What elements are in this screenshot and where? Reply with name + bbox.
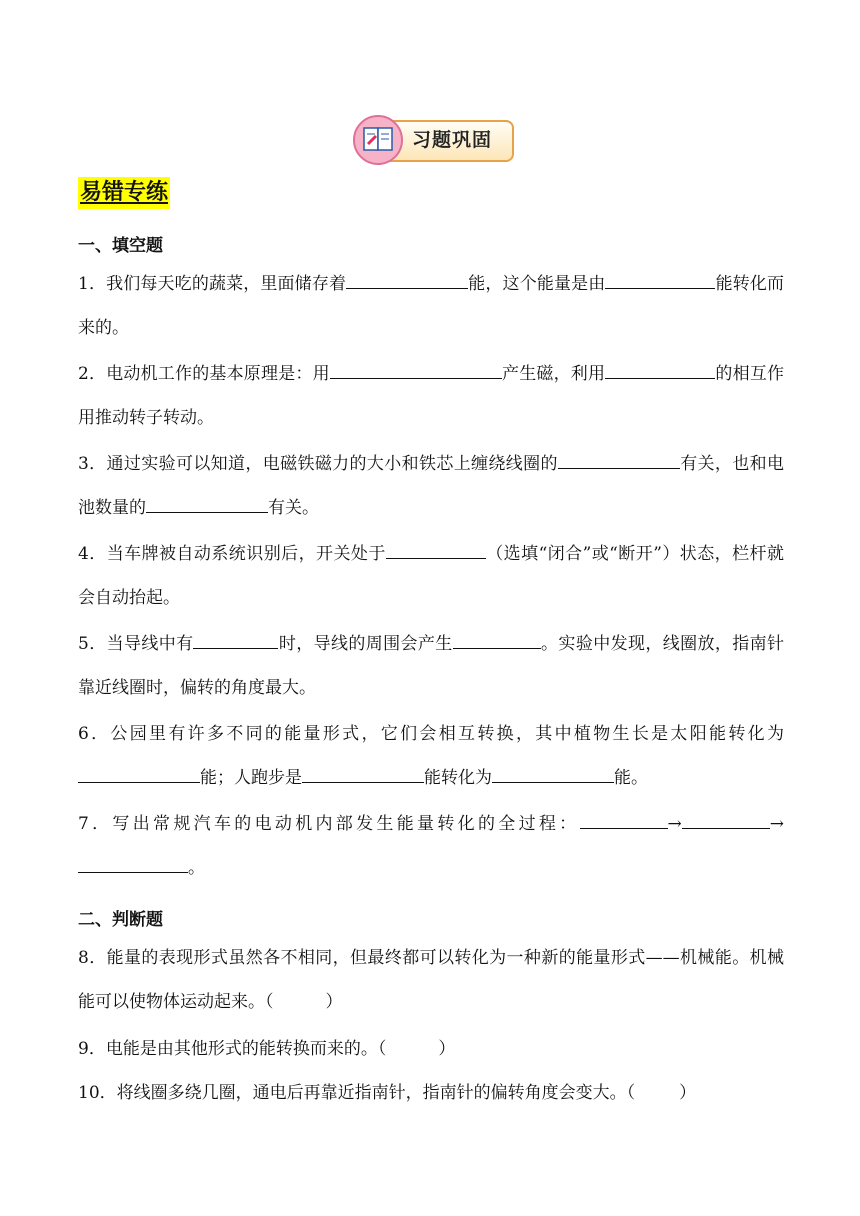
- question-text: ）: [438, 1039, 456, 1059]
- answer-blank[interactable]: [330, 360, 502, 379]
- question-text: 能；人跑步是: [200, 768, 302, 788]
- question-text: 8．能量的表现形式虽然各不相同，但最终都可以转化为一种新的能量形式——机械能。机械能可以使物体运动起来。（: [78, 948, 784, 1012]
- question-text: 能。: [614, 768, 648, 788]
- question-text: 的相互作用推动转子转动。: [78, 364, 785, 428]
- section-title: 易错专练: [78, 177, 170, 209]
- answer-blank[interactable]: [78, 854, 188, 873]
- question-text: 1．我们每天吃的蔬菜，里面储存着: [78, 274, 347, 294]
- question-2: [78, 352, 784, 440]
- question-text: 有关，也和电池数量的: [78, 454, 784, 518]
- question-6: [78, 712, 784, 800]
- question-7: [78, 802, 784, 890]
- answer-blank[interactable]: [558, 450, 680, 469]
- question-8: [78, 936, 784, 1024]
- question-text: 9．电能是由其他形式的能转换而来的。（: [78, 1039, 387, 1059]
- question-text: 。实验中发现，线圈: [540, 634, 698, 654]
- question-text: 3．通过实验可以知道，电磁铁磁力的大小和铁芯上缠绕线圈的: [78, 454, 558, 474]
- question-text: 产生磁，利用: [501, 364, 606, 384]
- question-text: 时，导线的周围会产生: [278, 634, 453, 654]
- question-5: [78, 622, 784, 710]
- part-title-true-false: 二、判断题: [78, 910, 163, 930]
- arrow-icon: →: [769, 814, 784, 834]
- answer-blank[interactable]: [580, 810, 668, 829]
- question-text: 能转化为: [424, 768, 492, 788]
- question-4: [78, 532, 784, 620]
- question-text: 能转化而来的。: [78, 274, 784, 338]
- question-text: （选填“闭合”或“断开”）状态，栏杆就会自动抬起。: [78, 544, 784, 608]
- question-text: ）: [325, 992, 343, 1012]
- answer-blank[interactable]: [346, 270, 468, 289]
- answer-blank[interactable]: [146, 494, 268, 513]
- exercise-banner: [344, 102, 516, 168]
- banner-title: 习题巩固: [412, 129, 493, 151]
- question-text: 7．写出常规汽车的电动机内部发生能量转化的全过程：: [78, 814, 580, 834]
- answer-blank[interactable]: [492, 764, 614, 783]
- answer-blank[interactable]: [605, 270, 715, 289]
- question-text: 6．公园里有许多不同的能量形式，它们会相互转换，其中植物生长是太阳能转化为: [78, 724, 784, 744]
- question-text: 。: [188, 858, 205, 878]
- book-pencil-icon: [352, 110, 412, 170]
- question-text: 放，指南针靠近线圈时，偏转的角度最大。: [78, 634, 785, 698]
- part-title-fill-blank: 一、填空题: [78, 236, 163, 256]
- question-text: ）: [679, 1083, 697, 1103]
- question-text: 5．当导线中有: [78, 634, 194, 654]
- question-text: 有关。: [268, 498, 319, 518]
- question-text: 10．将线圈多绕几圈，通电后再靠近指南针，指南针的偏转角度会变大。（: [78, 1083, 636, 1103]
- answer-blank[interactable]: [78, 764, 200, 783]
- question-text: 2．电动机工作的基本原理是：用: [78, 364, 330, 384]
- answer-blank[interactable]: [453, 630, 541, 649]
- answer-blank[interactable]: [193, 630, 278, 649]
- question-9: [78, 1027, 784, 1071]
- question-3: [78, 442, 784, 530]
- question-10: [78, 1071, 784, 1115]
- arrow-icon: →: [667, 814, 682, 834]
- answer-blank[interactable]: [386, 540, 486, 559]
- answer-blank[interactable]: [302, 764, 424, 783]
- question-1: [78, 262, 784, 350]
- question-text: 能，这个能量是由: [468, 274, 606, 294]
- answer-blank[interactable]: [682, 810, 770, 829]
- answer-blank[interactable]: [605, 360, 715, 379]
- question-text: 4．当车牌被自动系统识别后，开关处于: [78, 544, 386, 564]
